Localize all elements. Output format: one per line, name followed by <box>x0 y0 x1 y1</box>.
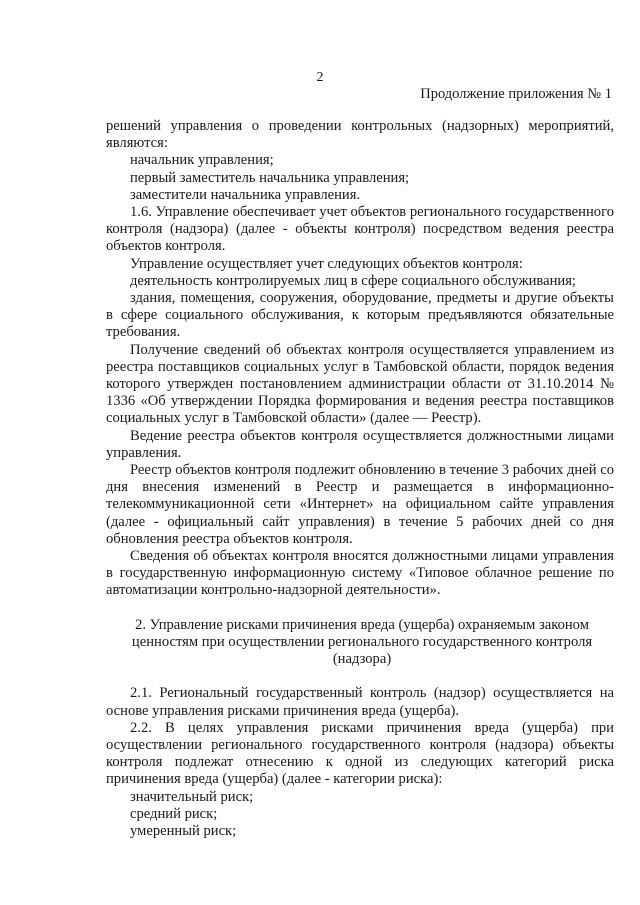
paragraph-receipt: Получение сведений об объектах контроля осуществляется управлением из реестра поставщиков социальных услуг в Тамбовской области, порядок ведения которого утвержден постановлением администрации области от 31.10.2014 № 1336 «Об утверждении Порядка формирования и ведения реестра поставщиков социальных услуг в Тамбовской области» (далее — Реестр). <box>106 341 614 427</box>
list-item-head-3: заместители начальника управления. <box>130 186 361 203</box>
paragraph-1-6: 1.6. Управление обеспечивает учет объектов регионального государственного контроля (надзора) (далее - объекты контроля) посредством ведения реестра объектов контроля. <box>106 204 614 255</box>
paragraph-accounting: Управление осуществляет учет следующих объектов контроля: <box>130 255 523 272</box>
list-item-head-2: первый заместитель начальника управления; <box>130 169 410 186</box>
list-item-risk-2: средний риск; <box>130 805 218 822</box>
list-item-risk-3: умеренный риск; <box>130 822 237 839</box>
paragraph-buildings: здания, помещения, сооружения, оборудование, предметы и другие объекты в сфере социального обслуживания, к которым предъявляются обязательные требования. <box>106 290 614 341</box>
list-item-risk-1: значительный риск; <box>130 788 254 805</box>
paragraph-update: Реестр объектов контроля подлежит обновлению в течение 3 рабочих дней со дня внесения изменений в Реестр и размещается в информационно-телекоммуникационной сети «Интернет» на официальном сайте управления (далее - официальный сайт управления) в течение 5 рабочих дней со дня обновления реестра объектов контроля. <box>106 462 614 547</box>
paragraph-2-2: 2.2. В целях управления рисками причинения вреда (ущерба) при осуществлении регионального государственного контроля (надзора) объекты контроля подлежат отнесению к одной из следующих категорий риска причинения вреда (ущерба) (далее - категории риска): <box>106 719 614 788</box>
paragraph-info: Сведения об объектах контроля вносятся должностными лицами управления в государственную информационную систему «Типовое облачное решение по автоматизации контрольно-надзорной деятельности». <box>106 548 614 599</box>
paragraph-intro: решений управления о проведении контрольных (надзорных) мероприятий, являются: <box>106 118 614 152</box>
continuation-label: Продолжение приложения № 1 <box>420 86 612 102</box>
list-item-head-1: начальник управления; <box>130 152 274 169</box>
paragraph-maintenance: Ведение реестра объектов контроля осуществляется должностными лицами управления. <box>106 427 614 461</box>
section-2-heading: 2. Управление рисками причинения вреда (ущерба) охраняемым законом ценностям при осуществлении регионального государственного контроля (надзора) <box>131 616 593 668</box>
page-number: 2 <box>316 70 324 85</box>
paragraph-2-1: 2.1. Региональный государственный контроль (надзор) осуществляется на основе управления рисками причинения вреда (ущерба). <box>106 685 614 719</box>
document-body <box>106 118 614 840</box>
list-item-object-1: деятельность контролируемых лиц в сфере социального обслуживания; <box>130 272 576 289</box>
